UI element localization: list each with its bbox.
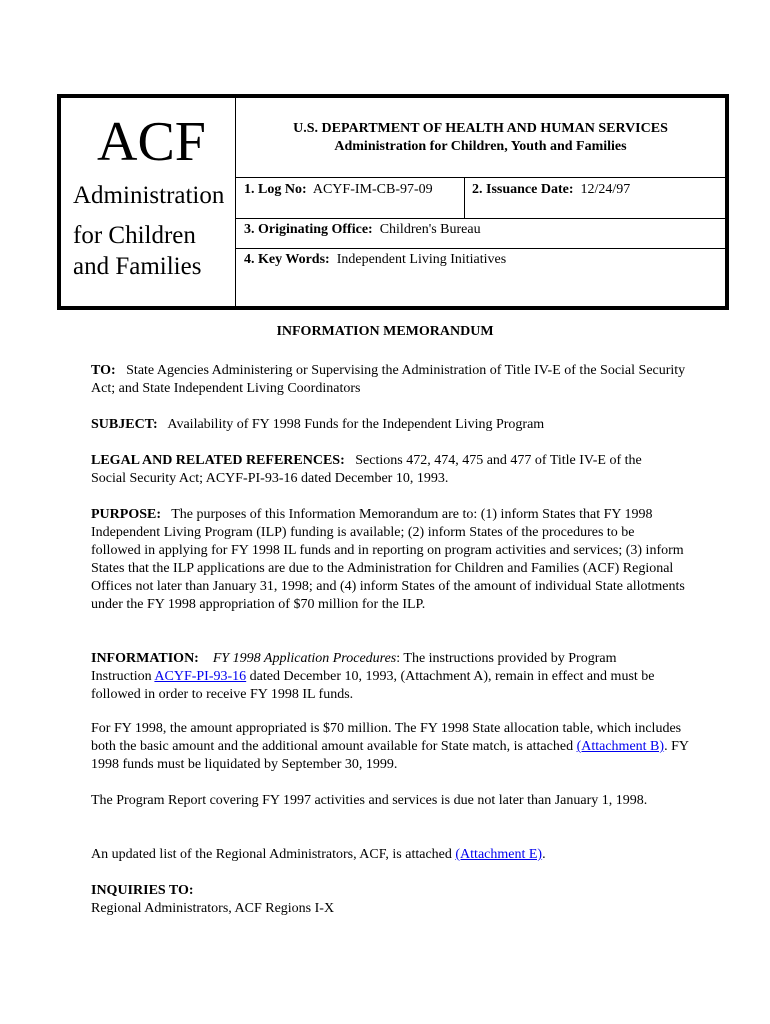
purpose-section	[91, 506, 685, 614]
header-info-panel	[236, 98, 725, 306]
department-title: U.S. DEPARTMENT OF HEALTH AND HUMAN SERVICES	[293, 121, 668, 136]
header-box	[57, 94, 729, 310]
issuance-date-value: 12/24/97	[580, 182, 631, 197]
acf-logo: ACF	[97, 111, 206, 173]
allocation-section	[91, 720, 691, 774]
subject-section	[91, 416, 691, 434]
allocation-text-2: . FY 1998 funds must be liquidated by September 30, 1999.	[91, 739, 689, 772]
acyf-pi-93-16-link[interactable]: ACYF-PI-93-16	[154, 669, 247, 684]
key-words-label: 4. Key Words:	[244, 252, 330, 267]
key-words	[244, 251, 506, 269]
subject-label: SUBJECT:	[91, 417, 158, 432]
department-subtitle: Administration for Children, Youth and Families	[334, 139, 627, 154]
agency-name-lines	[73, 220, 201, 282]
originating-office-value: Children's Bureau	[379, 222, 481, 237]
legal-references-label: LEGAL AND RELATED REFERENCES:	[91, 453, 345, 468]
key-words-value: Independent Living Initiatives	[336, 252, 507, 267]
legal-references-section	[91, 452, 676, 488]
originating-office-label: 3. Originating Office:	[244, 222, 373, 237]
information-text-1: : The instructions provided by Program Instruction	[91, 651, 617, 684]
to-text: State Agencies Administering or Supervising the Administration of Title IV-E of the Social Security Act; and State Independent Living Coordinators	[91, 363, 686, 396]
divider	[464, 177, 465, 218]
report-text: The Program Report covering FY 1997 activities and services is due not later than January 1, 1998.	[91, 793, 648, 808]
to-label: TO:	[91, 363, 116, 378]
subject-text: Availability of FY 1998 Funds for the Independent Living Program	[167, 417, 545, 432]
inquiries-section	[91, 882, 691, 918]
agency-name-line2: for Children	[73, 222, 196, 249]
attachment-e-link[interactable]: (Attachment E)	[455, 847, 543, 862]
purpose-label: PURPOSE:	[91, 507, 161, 522]
administrators-section	[91, 846, 691, 864]
allocation-text-1: For FY 1998, the amount appropriated is $70 million. The FY 1998 State allocation table, which includes both the basic amount and the additional amount available for State match, is attached	[91, 721, 682, 754]
originating-office	[244, 221, 481, 239]
information-text-2: dated December 10, 1993, (Attachment A), remain in effect and must be followed in order to receive FY 1998 IL funds.	[91, 669, 655, 702]
log-number-label: 1. Log No:	[244, 182, 307, 197]
administrators-text-1: An updated list of the Regional Administrators, ACF, is attached	[91, 847, 456, 862]
issuance-date	[472, 181, 630, 199]
log-number	[244, 181, 433, 199]
administrators-text-2: .	[542, 847, 546, 862]
to-section	[91, 362, 691, 398]
log-number-value: ACYF-IM-CB-97-09	[312, 182, 433, 197]
divider	[236, 248, 725, 249]
agency-logo-panel	[61, 98, 236, 306]
memo-title: INFORMATION MEMORANDUM	[276, 324, 494, 339]
inquiries-text: Regional Administrators, ACF Regions I-X	[91, 901, 335, 916]
attachment-b-link[interactable]: (Attachment B)	[576, 739, 665, 754]
agency-name-line3: and Families	[73, 253, 202, 280]
divider	[236, 177, 725, 178]
agency-name-line1: Administration	[73, 182, 225, 209]
legal-references-text: Sections 472, 474, 475 and 477 of Title IV-E of the Social Security Act; ACYF-PI-93-16 dated December 10, 1993.	[91, 453, 642, 486]
divider	[236, 218, 725, 219]
purpose-text: The purposes of this Information Memorandum are to: (1) inform States that FY 1998 Independent Living Program (ILP) funding is available; (2) inform States of the procedures to be followed in applying for FY 1998 IL funds and in reporting on program activities and services; (3) inform States that the ILP applications are due to the Administration for Children and Families (ACF) Regional Offices not later than January 31, 1998; and (4) inform States of the amount of individual State allotments under the FY 1998 appropriation of $70 million for the ILP.	[91, 507, 685, 612]
report-section	[91, 792, 671, 810]
inquiries-label: INQUIRIES TO:	[91, 883, 194, 898]
issuance-date-label: 2. Issuance Date:	[472, 182, 574, 197]
information-heading: FY 1998 Application Procedures	[212, 651, 397, 666]
information-label: INFORMATION:	[91, 651, 199, 666]
information-section	[91, 650, 676, 704]
